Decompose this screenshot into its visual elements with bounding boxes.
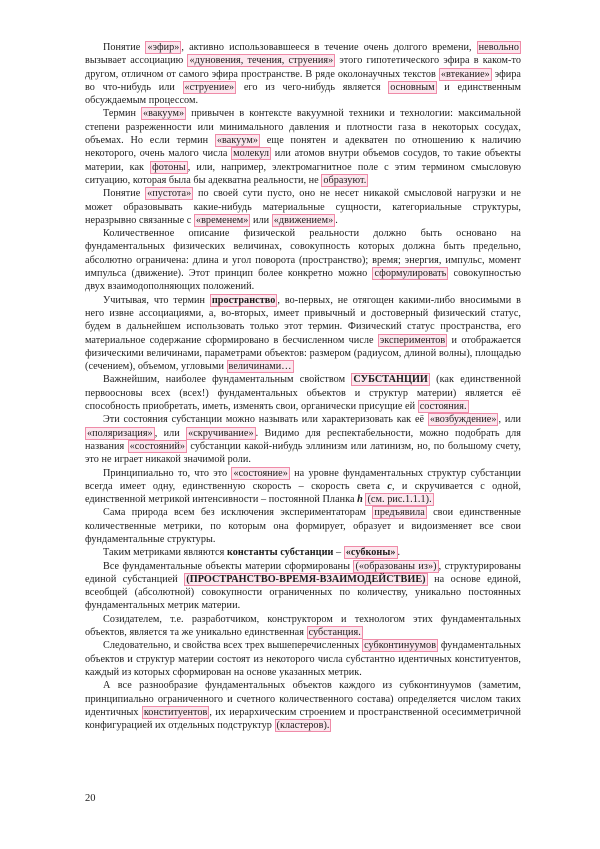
- highlighted-word: предъявила: [374, 507, 425, 519]
- text-run: с: [387, 480, 392, 492]
- text-run: , во-первых, не отягощен какими-либо вносимыми в него извне ассоциациями, а, во-вторых, имеет привычный и достоверный физический статус, будем в дальнейшем использовать только этот термин. Физический статус пространства, его материальное содержание сформировано в бесчисленном числе: [85, 294, 524, 346]
- text-run: Все фундаментальные объекты материи сформированы: [103, 560, 354, 572]
- text-run: и отображается физическими величинами, параметрами объектов: размером (радиусом, длиной волны), площадью (сечением), объемом, угловыми: [85, 334, 524, 373]
- highlighted-word: величинами…: [228, 361, 292, 373]
- text-run: , структурированы единой субстанцией: [85, 560, 524, 585]
- text-run: совокупностью двух взаимодополняющих положений.: [85, 268, 524, 293]
- text-run: , или: [154, 427, 187, 439]
- highlighted-word: «состояние»: [233, 467, 288, 479]
- text-run: Таким метриками являются: [103, 547, 227, 559]
- text-run: Эти состояния субстанции можно называть или характеризовать как её: [103, 414, 428, 426]
- text-run: его из чего-нибудь является: [236, 81, 389, 93]
- text-run: Количественное описание физической реальности должно быть основано на фундаментальных физических величинах, совокупность которых должна быть предельно, абсолютно ограничена: длина и угол поворота (пространство); время; энергия, импульс, момент импульса (движение). Этот принцип более конкретно можно: [85, 228, 524, 280]
- highlighted-word: «пустота»: [147, 188, 192, 200]
- highlighted-word: (кластеров).: [276, 720, 330, 732]
- text-run: эфира во что-нибудь или: [85, 68, 524, 93]
- highlighted-word: пространство: [211, 294, 276, 306]
- paragraph: [85, 413, 524, 466]
- text-run: еще понятен и адекватен по отношению к наличию некоторого, очень малого числа: [85, 135, 524, 160]
- page-number: 20: [85, 793, 96, 804]
- highlighted-word: («образованы из»): [355, 560, 437, 572]
- highlighted-word: субстанция.: [308, 627, 361, 639]
- text-run: .: [397, 547, 401, 559]
- text-run: по своей сути пусто, оно не несет никакой смысловой нагрузки и не может образовывать какие-нибудь материальные сущности, категориальные структуры, неразрывно связанные с: [85, 188, 524, 226]
- paragraph: [85, 107, 524, 187]
- text-run: вызывает ассоциацию: [85, 42, 524, 67]
- text-run: h: [357, 494, 363, 506]
- highlighted-word: «движением»: [273, 214, 334, 226]
- text-run: .: [335, 214, 338, 226]
- highlighted-word: «скручивание»: [188, 427, 254, 439]
- paragraph: [85, 187, 524, 227]
- text-run: , их иерархическим строением и пространственной осесимметричной конфигурацией их отдельных подструктур: [85, 706, 524, 732]
- text-run: и единственным обсуждаемым процессом.: [85, 81, 524, 107]
- page-text: [85, 41, 524, 732]
- highlighted-word: «эфир»: [147, 42, 180, 53]
- text-run: Созидателем, т.е. разработчиком, конструктором и технологом этих фундаментальных объектов, является та же уникально единственная: [85, 613, 524, 639]
- highlighted-word: «вакуум»: [216, 135, 258, 147]
- highlighted-word: (см. рис.1.1.1).: [367, 494, 432, 506]
- highlighted-word: невольно: [478, 42, 519, 53]
- text-run: , активно использовавшееся в течение очень долгого времени,: [181, 42, 477, 53]
- highlighted-word: экспериментов: [379, 334, 446, 346]
- text-run: Важнейшим, наиболее фундаментальным свойством: [103, 374, 352, 386]
- text-run: свои единственные количественные метрики, по которым она формирует, образует и видоизменяет все свои фундаментальные структуры.: [85, 507, 524, 545]
- highlighted-word: основным: [390, 81, 435, 93]
- highlighted-word: «субконы»: [345, 547, 396, 559]
- paragraph: [85, 560, 524, 613]
- text-run: Принципиально то, что это: [103, 467, 232, 479]
- text-run: , или: [498, 414, 524, 426]
- text-run: . Видимо для респектабельности, можно подобрать для названия: [85, 427, 524, 452]
- highlighted-word: «дуновения, течения, струения»: [189, 55, 334, 67]
- highlighted-word: «временем»: [195, 214, 249, 226]
- highlighted-word: образуют.: [323, 174, 367, 186]
- text-run: или: [250, 214, 272, 226]
- highlighted-word: «возбуждение»: [429, 414, 497, 426]
- paragraph: [85, 373, 524, 413]
- text-run: , и скручивается с одной, единственной метрикой интенсивности – постоянной Планка: [85, 480, 524, 506]
- highlighted-word: конституентов: [143, 706, 208, 718]
- text-run: или атомов внутри объемов сосудов, то такие объекты материи, как: [85, 148, 524, 173]
- paragraph: [85, 639, 524, 679]
- highlighted-word: состояния.: [419, 401, 467, 413]
- text-run: Следовательно, и свойства всех трех вышеперечисленных: [103, 640, 363, 652]
- highlighted-word: «втекание»: [440, 68, 490, 80]
- highlighted-word: СУБСТАНЦИИ: [353, 374, 428, 386]
- highlighted-word: «струение»: [184, 81, 235, 93]
- text-run: А все разнообразие фундаментальных объектов каждого из субконтинуумов (заметим, принципиально ограниченного и счетного количественного состава) определяется числом таких идентичных: [85, 680, 524, 718]
- highlighted-word: фотоны: [152, 161, 186, 173]
- highlighted-word: «вакуум»: [143, 108, 185, 120]
- highlighted-word: сформулировать: [374, 268, 447, 280]
- text-run: Термин: [103, 108, 141, 120]
- text-run: Понятие: [103, 188, 146, 200]
- highlighted-word: субконтинуумов: [364, 640, 437, 652]
- text-run: Учитывая, что термин: [103, 294, 210, 306]
- paragraph: [85, 506, 524, 546]
- paragraph: [85, 546, 521, 559]
- text-run: (как единственной первоосновы всех (всех!) фундаментальных объектов и структур материи) является её способность приобретать, иметь, изменять свои, органически присущие ей: [85, 374, 524, 413]
- text-run: на уровне фундаментальных структур субстанции всегда имеет одну, единственную скорость – скорость света: [85, 467, 524, 492]
- text-run: , или, например, электромагнитное поле с этим термином смысловую ситуацию, которая была бы адекватна реальности, не: [85, 161, 524, 186]
- paragraph: [85, 467, 524, 507]
- text-run: этого гипотетического эфира в каком-то другом, отличном от самого эфира пространстве. В ряде околонаучных текстов: [85, 55, 524, 80]
- text-run: Сама природа всем без исключения экспериментаторам: [103, 507, 373, 519]
- text-run: субстанции какой-нибудь эллинизм или латинизм, но, по большому счету, это не играет никакой значимой роли.: [85, 440, 524, 466]
- paragraph: [85, 294, 524, 374]
- highlighted-word: (ПРОСТРАНСТВО-ВРЕМЯ-ВЗАИМОДЕЙСТВИЕ): [186, 573, 426, 585]
- text-run: Понятие: [103, 42, 146, 53]
- paragraph: [85, 227, 524, 293]
- highlighted-word: молекул: [233, 148, 270, 160]
- highlighted-word: «поляризация»: [87, 427, 153, 439]
- paragraph: [85, 679, 524, 732]
- text-run: константы субстанции: [226, 547, 334, 559]
- highlighted-word: «состояний»: [129, 440, 185, 452]
- paragraph: [85, 41, 524, 107]
- text-run: на основе единой, всеобщей (абсолютной) совокупности ограниченных по количеству, уникально постоянных фундаментальных метрик материи.: [85, 573, 524, 612]
- text-run: –: [333, 547, 344, 559]
- text-run: привычен в контексте вакуумной техники и технологии: максимальной степени разреженности или минимального давления и плотности газа в некоторых сосудах, объемах. Но если термин: [85, 108, 524, 147]
- text-run: фундаментальных объектов и структур материи состоят из некоторого числа субстантно идентичных конституентов, каждый из которых сформирован на основе указанных метрик.: [85, 640, 524, 678]
- paragraph: [85, 613, 524, 640]
